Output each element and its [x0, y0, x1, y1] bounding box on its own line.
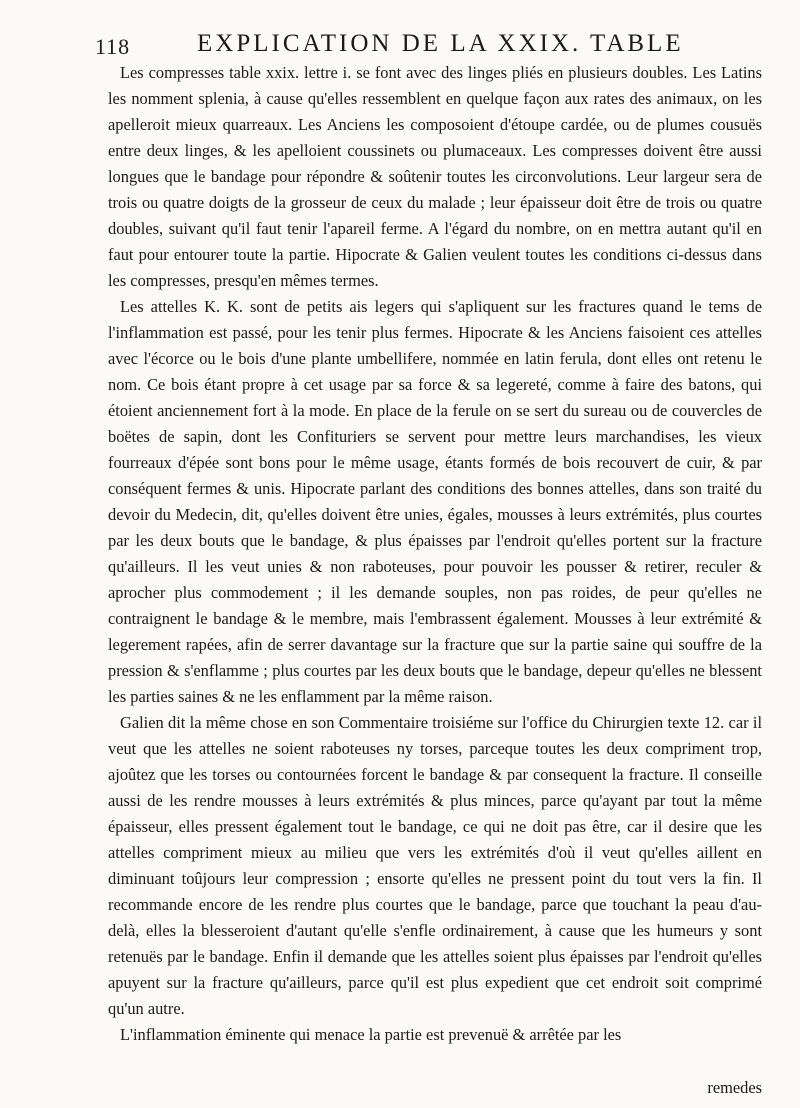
body-text: [108, 60, 762, 1048]
paragraph-inflammation: L'inflammation éminente qui menace la partie est prevenuë & arrêtée par les: [120, 1025, 622, 1044]
page-number: 118: [95, 34, 131, 59]
paragraph-attelles: Les attelles K. K. sont de petits ais legers qui s'apliquent sur les fractures quand le tems de l'inflammation est passé, pour les tenir plus fermes. Hipocrate & les Anciens faisoient ces attelles avec l'écorce ou le bois d'une plante umbellifere, nommée en latin ferula, dont elles ont retenu le nom. Ce bois étant propre à cet usage par sa force & sa legereté, comme à faire des batons, qui étoient anciennement fort à la mode. En place de la ferule on se sert du sureau ou de couvercles de boëtes de sapin, dont les Confituriers se servent pour mettre leurs marchandises, les vieux fourreaux d'épée sont bons pour le même usage, étants formés de bois recouvert de cuir, & par conséquent fermes & unis. Hipocrate parlant des conditions des bonnes attelles, dans son traité du devoir du Medecin, dit, qu'elles doivent être unies, égales, mousses à leurs extrémités, plus courtes par les deux bouts que le bandage, & plus épaisses par l'endroit qu'elles portent sur la fracture qu'ailleurs. Il les veut unies & non raboteuses, pour pouvoir les pousser & retirer, reculer & aprocher plus commodement ; il les demande souples, non pas roides, de peur qu'elles ne contraignent le bandage & le membre, mais l'embrassent également. Mousses à leur extrémité & legerement rapées, afin de serrer davantage sur la fracture que sur la partie saine qui souffre de la pression & s'enflamme ; plus courtes par les deux bouts que le bandage, depeur qu'elles ne blessent les parties saines & ne les enflamment par la même raison.: [108, 297, 762, 706]
paragraph-compresses: Les compresses table xxix. lettre i. se font avec des linges pliés en plusieurs doubles. Les Latins les nomment splenia, à cause qu'elles ressemblent en quelque façon aux rates des animaux, on les apelleroit mieux quarreaux. Les Anciens les composoient d'étoupe cardée, ou de plumes cousuës entre deux linges, & les apelloient coussinets ou plumaceaux. Les compresses doivent être aussi longues que le bandage pour répondre & soûtenir toutes les circonvolutions. Leur largeur sera de trois ou quatre doigts de la grosseur de ceux du malade ; leur épaisseur doit être de trois ou quatre doubles, suivant qu'il faut tenir l'apareil ferme. A l'égard du nombre, on en mettra autant qu'il en faut pour entourer toute la partie. Hipocrate & Galien veulent toutes les conditions ci-dessus dans les compresses, presqu'en mêmes termes.: [108, 63, 762, 290]
paragraph-galien: Galien dit la même chose en son Commentaire troisiéme sur l'office du Chirurgien texte 12. car il veut que les attelles ne soient raboteuses ny torses, parceque toutes les deux compriment trop, ajoûtez que les torses ou contournées forcent le bandage & par consequent la fracture. Il conseille aussi de les rendre mousses à leurs extrémités & plus minces, parce qu'ayant par tout la même épaisseur, elles pressent également tout le bandage, ce qui ne doit pas être, car il desire que les attelles compriment mieux au milieu que vers les extrémités d'où il veut qu'elles aillent en diminuant toûjours leur compression ; ensorte qu'elles ne pressent point du tout vers la fin. Il recommande encore de les rendre plus courtes que le bandage, parce que touchant la peau d'au-delà, elles la blesseroient d'autant qu'elle s'enfle ordinairement, à cause que les humeurs y sont retenuës par le bandage. Enfin il demande que les attelles soient plus épaisses par l'endroit qu'elles apuyent sur la fracture qu'ailleurs, parce qu'il est plus expedient que cet endroit soit comprimé qu'un autre.: [108, 713, 762, 1018]
page-header: [95, 30, 785, 64]
running-head: EXPLICATION DE LA XXIX. TABLE: [197, 30, 684, 57]
catchword: remedes: [707, 1078, 762, 1097]
